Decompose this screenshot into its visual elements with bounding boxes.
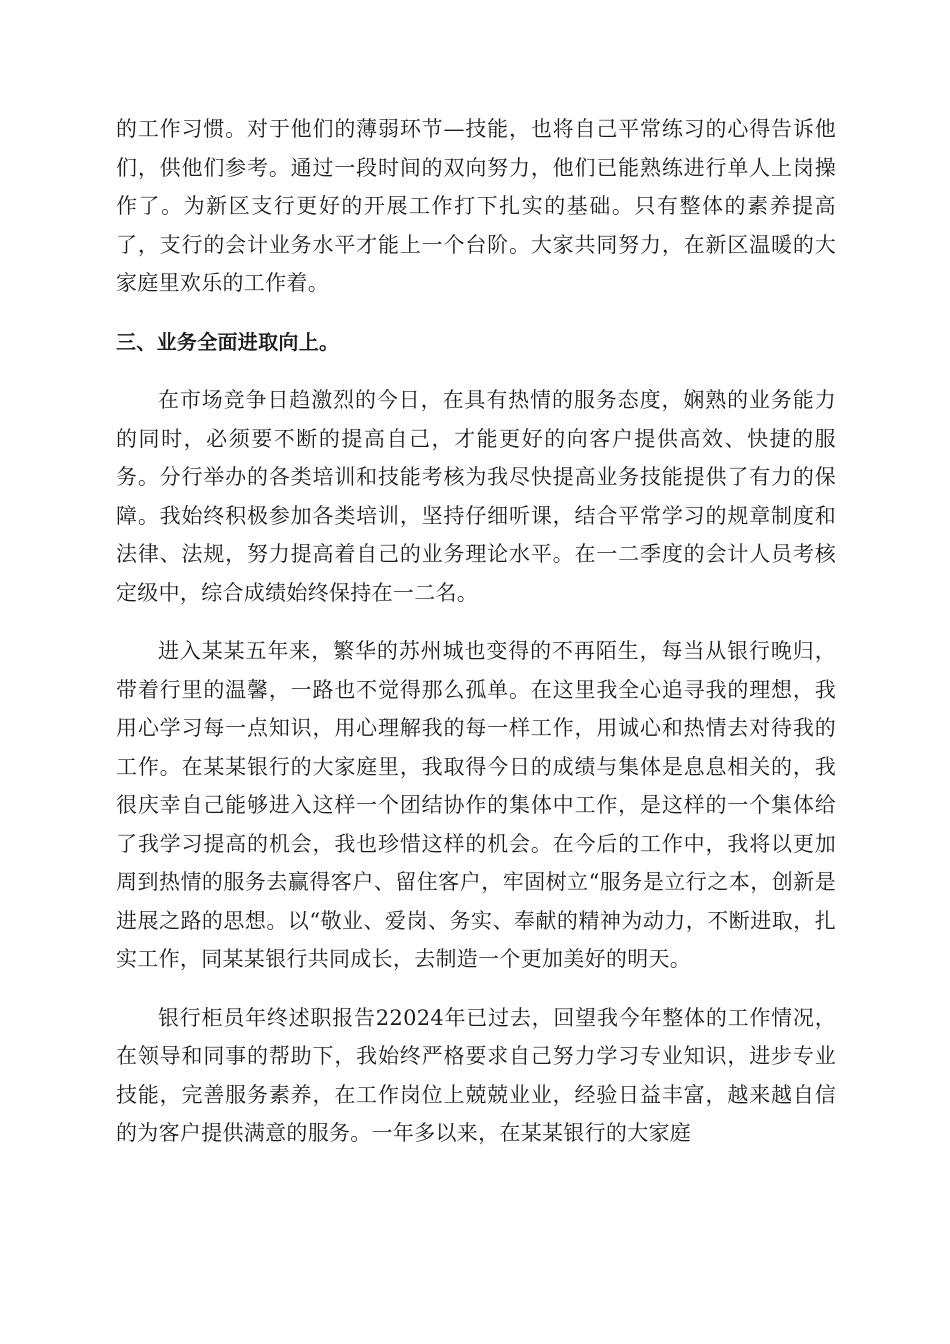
paragraph-five-years: 进入某某五年来，繁华的苏州城也变得的不再陌生，每当从银行晚归，带着行里的温馨，一路也不觉得那么孤单。在这里我全心追寻我的理想，我用心学习每一点知识，用心理解我的每一样工作，用诚心和热情去对待我的工作。在某某银行的大家庭里，我取得今日的成绩与集体是息息相关的，我很庆幸自己能够进入这样一个团结协作的集体中工作，是这样的一个集体给了我学习提高的机会，我也珍惜这样的机会。在今后的工作中，我将以更加周到热情的服务去赢得客户、留住客户，牢固树立“服务是立行之本，创新是进展之路的思想。以“敬业、爱岗、务实、奉献的精神为动力，不断进取，扎实工作，同某某银行共同成长，去制造一个更加美好的明天。 (116, 639, 836, 971)
section-heading: 三、业务全面进取向上。 (116, 329, 340, 354)
document-page (116, 110, 836, 1173)
paragraph-continuation: 的工作习惯。对于他们的薄弱环节—技能，也将自己平常练习的心得告诉他们，供他们参考。通过一段时间的双向努力，他们已能熟练进行单人上岗操作了。为新区支行更好的开展工作打下扎实的基础。只有整体的素养提高了，支行的会计业务水平才能上一个台阶。大家共同努力，在新区温暖的大家庭里欢乐的工作着。 (116, 117, 836, 295)
paragraph-year-end-report: 银行柜员年终述职报告22024年已过去，回望我今年整体的工作情况，在领导和同事的帮助下，我始终严格要求自己努力学习专业知识，进步专业技能，完善服务素养，在工作岗位上兢兢业业，经验日益丰富，越来越自信的为客户提供满意的服务。一年多以来，在某某银行的大家庭 (116, 1005, 836, 1145)
paragraph-business-improvement: 在市场竞争日趋激烈的今日，在具有热情的服务态度，娴熟的业务能力的同时，必须要不断的提高自己，才能更好的向客户提供高效、快捷的服务。分行举办的各类培训和技能考核为我尽快提高业务技能提供了有力的保障。我始终积极参加各类培训，坚持仔细听课，结合平常学习的规章制度和法律、法规，努力提高着自己的业务理论水平。在一二季度的会计人员考核定级中，综合成绩始终保持在一二名。 (116, 388, 836, 605)
